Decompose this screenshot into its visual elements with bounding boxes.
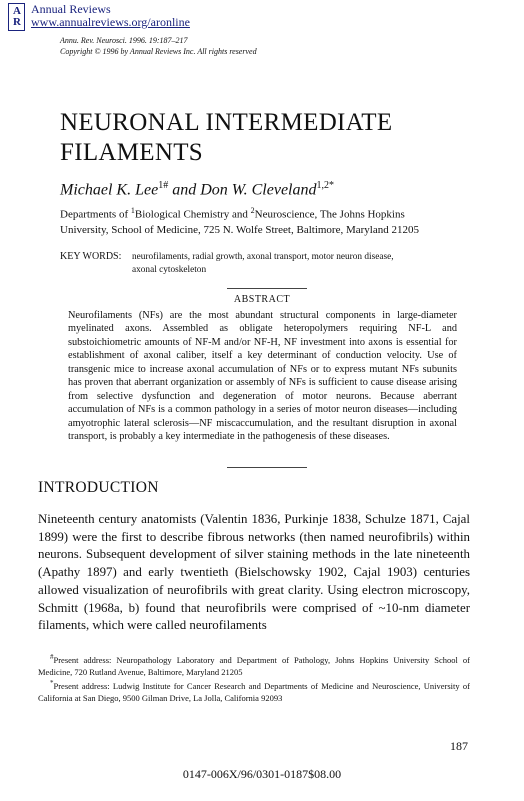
authors: [60, 180, 334, 199]
journal-citation: Annu. Rev. Neurosci. 1996. 19:187–217: [60, 36, 188, 45]
keywords-label: KEY WORDS:: [60, 251, 122, 262]
title-line-2: FILAMENTS: [60, 139, 203, 166]
keywords-line-2: axonal cytoskeleton: [132, 265, 207, 275]
logo-text: A R: [13, 5, 20, 28]
author-1: Michael K. Lee: [60, 181, 159, 199]
footnote-2: [38, 678, 470, 704]
keywords-list: [132, 251, 442, 277]
affil-sup-1: 1: [130, 206, 135, 215]
footnote-1: [38, 652, 470, 678]
affiliation: [60, 203, 480, 238]
author-1-affil-mark: 1#: [158, 180, 169, 191]
annual-reviews-logo: [8, 3, 25, 31]
author-conjunction: and: [168, 181, 201, 199]
copyright-notice: Copyright © 1996 by Annual Reviews Inc. All rights reserved: [60, 47, 257, 56]
page-number: 187: [450, 739, 468, 753]
introduction-text: Nineteenth century anatomists (Valentin 1836, Purkinje 1838, Schulze 1871, Cajal 1899) were the first to describe fibrous networks (then named neurofibrils) within neurons. Subsequent development of silver staining methods in the late nineteenth (Apathy 1897) and early twentieth (Bielschowsky 1902, Cajal 1903) centuries allowed visualization of neurofibrils with great clarity. Using electron microscopy, Schmitt (1968a, b) found that neurofibrils were comprised of ~10-nm diameter filaments, which were called neurofilaments: [38, 512, 470, 633]
abstract-text: Neurofilaments (NFs) are the most abundant structural components in large-diameter myelinated axons. Assembled as obligate heteropolymers requiring NF-L and substoichiometric amounts of NF-M and/or NF-H, NF investment into axons is essential for establishment of axonal caliber, itself a key determinant of conduction velocity. Use of transgenic mice to increase axonal accumulation of NFs or to express mutant NFs subunits has proven that aberrant organization or assembly of NFs is sufficient to cause disease arising from selective dysfunction and degeneration of motor neurons. Because aberrant accumulation of NFs is a common pathology in a series of motor neuron diseases—including amyotrophic lateral sclerosis—NF miscaccumulation, and the resultant disruption in axonal transport, is probably a key intermediate in the pathogenesis of these diseases.: [68, 310, 457, 443]
article-title: [60, 108, 480, 168]
affil-sup-2: 2: [250, 206, 255, 215]
abstract-heading: ABSTRACT: [233, 294, 291, 305]
price-code: 0147-006X/96/0301-0187$08.00: [182, 767, 342, 781]
publisher-link[interactable]: www.annualreviews.org/aronline: [31, 15, 190, 29]
author-2: Don W. Cleveland: [200, 181, 317, 199]
affil-part-a: Departments of: [60, 208, 131, 221]
abstract-bottom-rule: [227, 467, 307, 468]
footnote-1-mark: #: [50, 653, 54, 661]
footnote-2-text: Present address: Ludwig Institute for Cancer Research and Departments of Medicine and Neuroscience, University of California at San Diego, 9500 Gilman Drive, La Jolla, California 92093: [38, 681, 470, 703]
footnotes: [38, 652, 470, 704]
affiliation-line-2: University, School of Medicine, 725 N. Wolfe Street, Baltimore, Maryland 21205: [60, 223, 419, 236]
affil-part-c: Neuroscience, The Johns Hopkins: [254, 208, 405, 221]
publisher-name: Annual Reviews: [31, 2, 111, 16]
author-2-affil-mark: 1,2*: [316, 180, 334, 191]
affil-part-b: Biological Chemistry and: [134, 208, 251, 221]
introduction-heading: INTRODUCTION: [38, 479, 159, 496]
footnote-2-mark: *: [50, 679, 54, 688]
footnote-1-text: Present address: Neuropathology Laboratory and Department of Pathology, Johns Hopkins University School of Medicine, 720 Rutland Avenue, Baltimore, Maryland 21205: [38, 654, 470, 677]
affiliation-line-1: [60, 203, 480, 223]
keywords-line-1: neurofilaments, radial growth, axonal transport, motor neuron disease,: [132, 252, 394, 262]
abstract-top-rule: [227, 288, 307, 289]
title-line-1: NEURONAL INTERMEDIATE: [60, 109, 393, 136]
